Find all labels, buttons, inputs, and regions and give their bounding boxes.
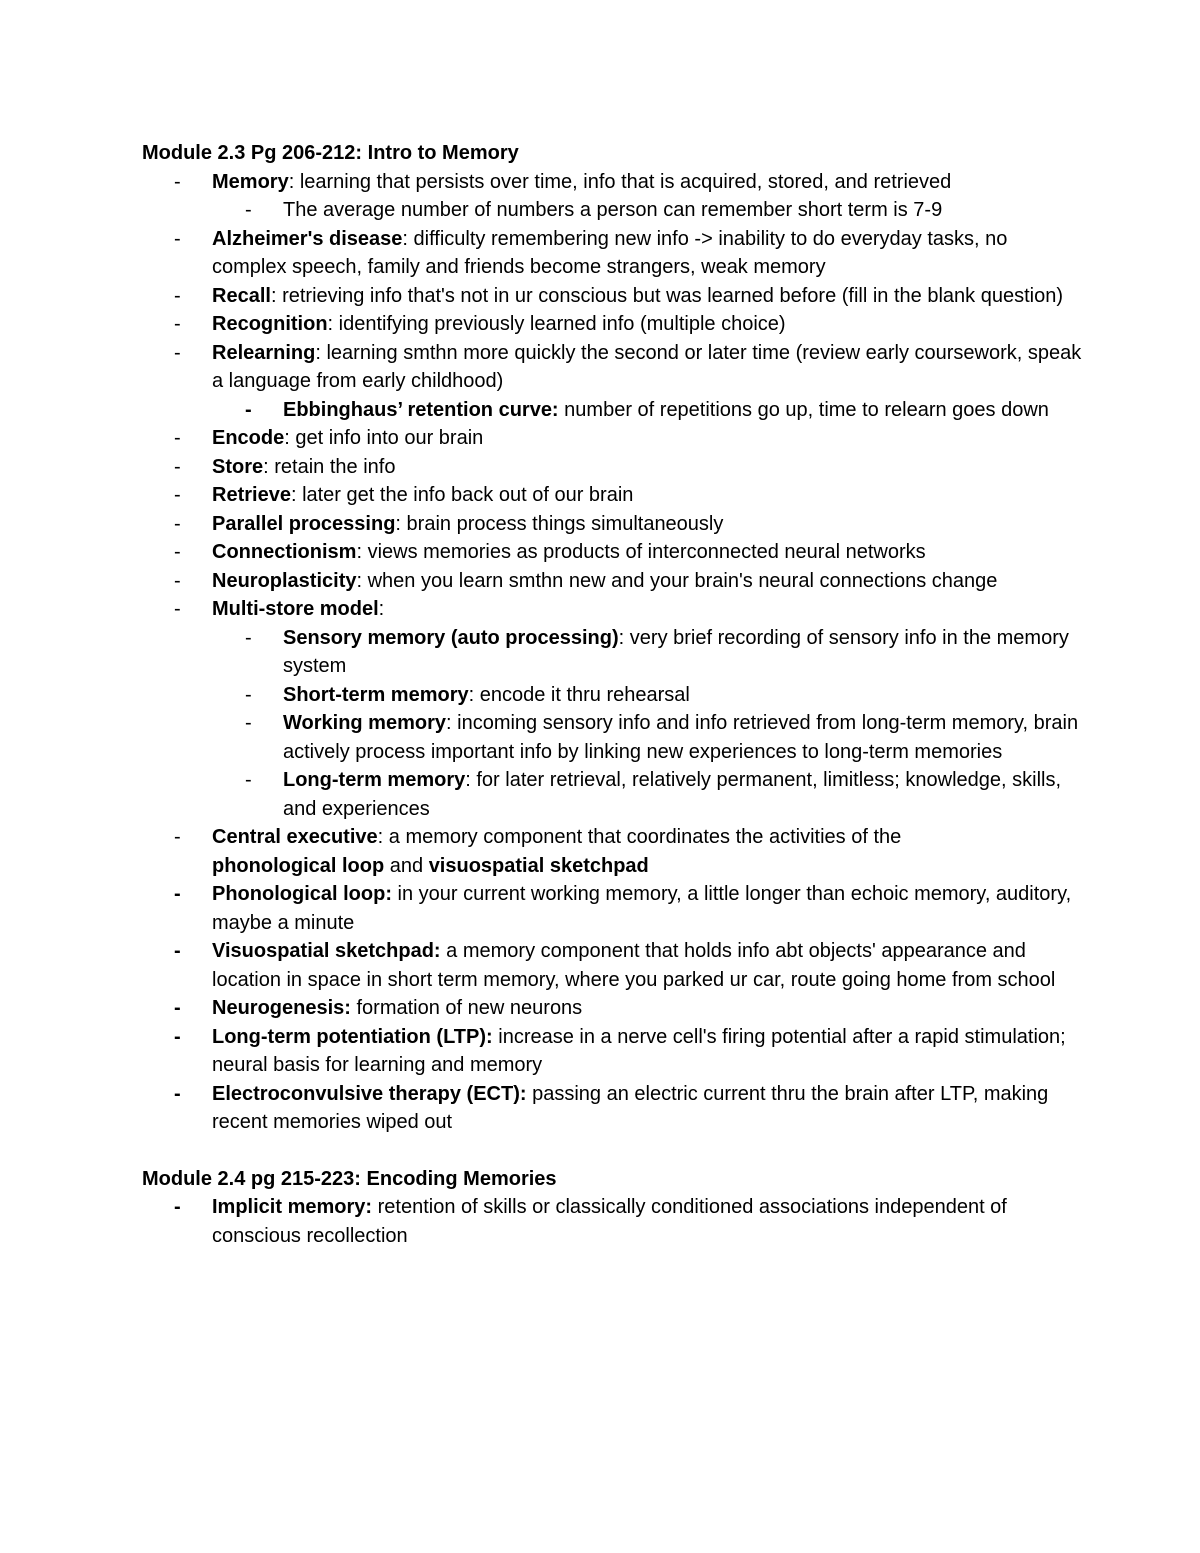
term: Central executive xyxy=(212,826,378,848)
list-item-neuroplasticity xyxy=(142,567,1082,596)
separator: : xyxy=(465,769,477,791)
bullet-list xyxy=(142,823,1082,1137)
definition: retention of skills or classically conditioned associations independent of conscious recollection xyxy=(212,1196,1007,1247)
list-item-central-executive xyxy=(142,823,1082,880)
sub-bullet-list xyxy=(142,196,1082,225)
definition: learning smthn more quickly the second or later time (review early coursework, speak a language from early childhood) xyxy=(212,341,1082,392)
definition: The average number of numbers a person can remember short term is 7-9 xyxy=(283,199,943,221)
term: Neuroplasticity xyxy=(212,569,357,592)
term: Neurogenesis: xyxy=(212,997,351,1019)
term: Phonological loop: xyxy=(212,883,392,905)
term: Recognition xyxy=(212,313,328,335)
list-item-neurogenesis xyxy=(142,994,1082,1023)
definition: views memories as products of interconnected neural networks xyxy=(367,541,926,563)
definition: difficulty remembering new info -> inability to do everyday tasks, no complex speech, family and friends become strangers, weak memory xyxy=(212,227,1008,278)
separator: : xyxy=(377,826,389,848)
term: Ebbinghaus’ retention curve: xyxy=(283,398,559,421)
list-item-sensory-memory xyxy=(142,624,1082,681)
dash-bullet: - xyxy=(245,769,252,791)
term: Encode xyxy=(212,427,285,449)
term: Sensory memory (auto processing) xyxy=(283,626,619,649)
term: Connectionism xyxy=(212,541,357,563)
dash-bullet: - xyxy=(174,826,181,848)
term: Store xyxy=(212,455,264,478)
separator: : xyxy=(446,712,458,734)
term: Long-term potentiation (LTP): xyxy=(212,1025,493,1048)
bullet-list xyxy=(142,225,1082,396)
list-item-store xyxy=(142,453,1082,482)
separator: : xyxy=(356,569,368,592)
term: Memory xyxy=(212,170,289,193)
list-item-relearning xyxy=(142,339,1082,396)
section-heading: Module 2.3 Pg 206-212: Intro to Memory xyxy=(142,142,519,164)
term: Alzheimer's disease xyxy=(212,227,403,250)
list-item-long-term-memory xyxy=(142,766,1082,823)
separator: : xyxy=(288,170,300,193)
dash-bullet: - xyxy=(174,1025,181,1048)
definition: passing an electric current thru the brain after LTP, making recent memories wiped out xyxy=(212,1082,1049,1133)
term: Long-term memory xyxy=(283,769,466,791)
list-item-ect xyxy=(142,1080,1082,1137)
definition: identifying previously learned info (multiple choice) xyxy=(338,313,786,335)
list-item-multi-store-model xyxy=(142,595,1082,624)
list-item-memory xyxy=(142,168,1082,197)
dash-bullet: - xyxy=(174,313,181,335)
list-item-short-term-memory xyxy=(142,681,1082,710)
section-intro-to-memory xyxy=(142,139,1082,1137)
separator: : xyxy=(378,598,385,620)
definition: in your current working memory, a little longer than echoic memory, auditory, maybe a minute xyxy=(212,883,1072,934)
definition: increase in a nerve cell's firing potential after a rapid stimulation; neural basis for learning and memory xyxy=(212,1025,1066,1076)
dash-bullet: - xyxy=(245,626,252,649)
section-spacer xyxy=(142,1137,1082,1165)
list-item-working-memory xyxy=(142,709,1082,766)
definition: later get the info back out of our brain xyxy=(302,484,634,506)
dash-bullet: - xyxy=(174,997,181,1019)
list-item-visuospatial-sketchpad xyxy=(142,937,1082,994)
term: Short-term memory xyxy=(283,683,469,706)
separator: : xyxy=(395,512,407,535)
term-phonological-loop: phonological loop xyxy=(212,854,385,877)
term-visuospatial-sketchpad: visuospatial sketchpad xyxy=(428,854,649,877)
section-encoding-memories xyxy=(142,1165,1082,1251)
list-item-recognition xyxy=(142,310,1082,339)
dash-bullet: - xyxy=(174,512,181,535)
term: Multi-store model xyxy=(212,598,379,620)
bullet-list xyxy=(142,424,1082,624)
dash-bullet: - xyxy=(174,569,181,592)
definition: a memory component that holds info abt objects' appearance and location in space in short term memory, where you parked ur car, route going home from school xyxy=(212,940,1056,991)
list-item-ebbinghaus xyxy=(142,396,1082,425)
list-item-connectionism xyxy=(142,538,1082,567)
definition: when you learn smthn new and your brain's neural connections change xyxy=(367,569,998,592)
separator: : xyxy=(468,683,480,706)
list-item-alzheimers xyxy=(142,225,1082,282)
dash-bullet: - xyxy=(174,484,181,506)
dash-bullet: - xyxy=(174,598,181,620)
dash-bullet: - xyxy=(174,541,181,563)
bullet-list xyxy=(142,1193,1082,1250)
list-item-average-numbers xyxy=(142,196,1082,225)
bullet-list xyxy=(142,168,1082,197)
term: Recall xyxy=(212,284,271,307)
definition: formation of new neurons xyxy=(356,997,583,1019)
definition: incoming sensory info and info retrieved from long-term memory, brain actively process important info by linking new experiences to long-term memories xyxy=(283,712,1079,763)
dash-bullet: - xyxy=(174,1196,181,1218)
list-item-ltp xyxy=(142,1023,1082,1080)
term: Retrieve xyxy=(212,484,291,506)
definition: a memory component that coordinates the activities of the xyxy=(388,826,902,848)
separator: : xyxy=(356,541,368,563)
separator: : xyxy=(263,455,275,478)
separator: : xyxy=(284,427,296,449)
list-item-retrieve xyxy=(142,481,1082,510)
definition: number of repetitions go up, time to relearn goes down xyxy=(564,398,1049,421)
definition: encode it thru rehearsal xyxy=(479,683,690,706)
dash-bullet: - xyxy=(174,455,181,478)
definition: for later retrieval, relatively permanent, limitless; knowledge, skills, and experiences xyxy=(283,769,1062,820)
separator: : xyxy=(270,284,283,307)
dash-bullet: - xyxy=(174,284,181,307)
dash-bullet: - xyxy=(245,398,252,421)
definition: retain the info xyxy=(274,455,396,478)
separator: : xyxy=(315,341,327,364)
dash-bullet: - xyxy=(174,170,181,193)
term: Relearning xyxy=(212,341,316,364)
term: Visuospatial sketchpad: xyxy=(212,940,441,962)
dash-bullet: - xyxy=(174,940,181,962)
definition: brain process things simultaneously xyxy=(406,512,724,535)
definition: learning that persists over time, info that is acquired, stored, and retrieved xyxy=(299,170,952,193)
sub-bullet-list xyxy=(142,624,1082,824)
dash-bullet: - xyxy=(174,1082,181,1105)
list-item-recall xyxy=(142,282,1082,311)
dash-bullet: - xyxy=(174,427,181,449)
list-item-parallel-processing xyxy=(142,510,1082,539)
dash-bullet: - xyxy=(245,683,252,706)
dash-bullet: - xyxy=(174,883,181,905)
definition: very brief recording of sensory info in the memory system xyxy=(283,626,1069,677)
connector-text: and xyxy=(384,854,429,877)
document-page xyxy=(142,139,1082,1250)
separator: : xyxy=(402,227,414,250)
list-item-implicit-memory xyxy=(142,1193,1082,1250)
dash-bullet: - xyxy=(174,341,181,364)
dash-bullet: - xyxy=(245,199,252,221)
section-heading: Module 2.4 pg 215-223: Encoding Memories xyxy=(142,1167,557,1190)
definition: get info into our brain xyxy=(295,427,484,449)
list-item-encode xyxy=(142,424,1082,453)
term: Electroconvulsive therapy (ECT): xyxy=(212,1082,527,1105)
definition: retrieving info that's not in ur conscious but was learned before (fill in the blank question) xyxy=(282,284,1063,307)
term: Working memory xyxy=(283,712,446,734)
term: Implicit memory: xyxy=(212,1196,373,1218)
separator: : xyxy=(290,484,303,506)
dash-bullet: - xyxy=(245,712,252,734)
list-item-phonological-loop xyxy=(142,880,1082,937)
separator: : xyxy=(618,626,630,649)
sub-bullet-list xyxy=(142,396,1082,425)
dash-bullet: - xyxy=(174,227,181,250)
separator: : xyxy=(327,313,339,335)
term: Parallel processing xyxy=(212,512,396,535)
